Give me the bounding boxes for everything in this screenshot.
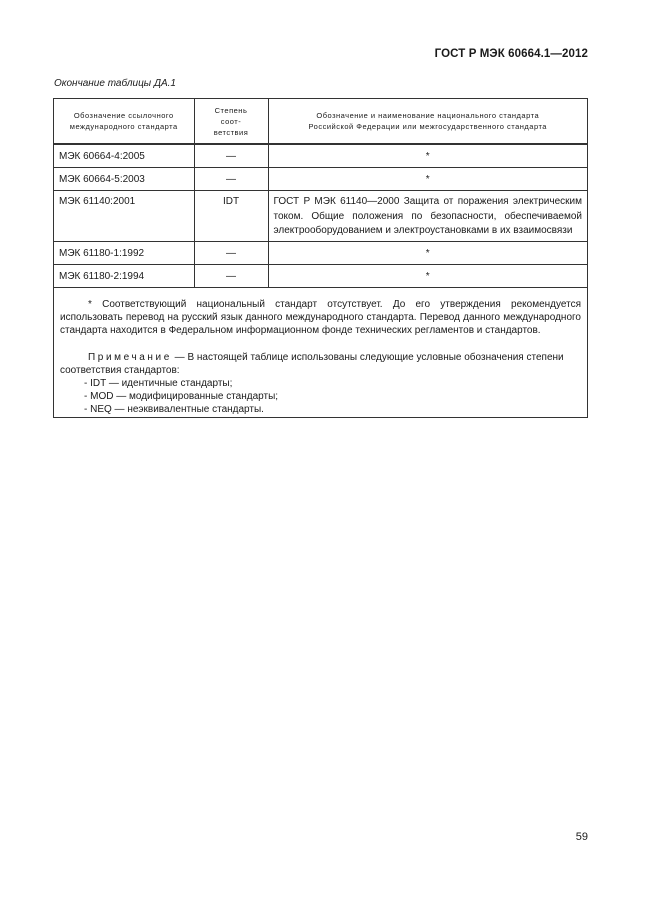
national-cell: *	[268, 144, 587, 168]
standards-table-frame	[53, 98, 588, 418]
degree-cell: IDT	[194, 191, 268, 242]
degree-cell: —	[194, 242, 268, 265]
legend-item: - NEQ — неэквивалентные стандарты.	[84, 404, 264, 415]
table-row	[54, 144, 587, 168]
legend-item: - IDT — идентичные стандарты;	[84, 378, 233, 389]
column-header-degree: Степень соот- ветствия	[194, 99, 268, 144]
table-header-row	[54, 99, 587, 144]
table-notes	[54, 288, 587, 416]
ref-cell: МЭК 61180-1:1992	[54, 242, 194, 265]
legend-item: - MOD — модифицированные стандарты;	[84, 391, 279, 402]
standards-table	[54, 99, 587, 288]
column-header-ref: Обозначение ссылочного международного стандарта	[54, 99, 194, 144]
table-row	[54, 242, 587, 265]
column-header-national: Обозначение и наименование национального стандарта Российской Федерации или межгосударственного стандарта	[268, 99, 587, 144]
remark	[60, 351, 581, 364]
ref-cell: МЭК 61140:2001	[54, 191, 194, 242]
national-cell: *	[268, 168, 587, 191]
page-number: 59	[575, 831, 588, 843]
ref-cell: МЭК 60664-5:2003	[54, 168, 194, 191]
table-caption: Окончание таблицы ДА.1	[54, 78, 176, 89]
remark-text: — В настоящей таблице использованы следующие условные обозначения степени	[171, 352, 564, 363]
footnote: * Соответствующий национальный стандарт отсутствует. До его утверждения рекомендуется использовать перевод на русский язык данного международного стандарта. Перевод данного международного стандарта находится в Федеральном информационном фонде технических регламентов и стандартов.	[60, 299, 581, 336]
table-row	[54, 191, 587, 242]
remark-label: Примечание	[88, 352, 172, 363]
document-id: ГОСТ Р МЭК 60664.1—2012	[434, 48, 588, 60]
degree-cell: —	[194, 265, 268, 288]
national-cell: ГОСТ Р МЭК 61140—2000 Защита от поражения электрическим током. Общие положения по безопасности, обеспечиваемой электрооборудованием и электроустановками в их взаимосвязи	[268, 191, 587, 242]
degree-cell: —	[194, 144, 268, 168]
degree-cell: —	[194, 168, 268, 191]
remark-continuation: соответствия стандартов:	[60, 365, 180, 376]
national-cell: *	[268, 265, 587, 288]
national-cell: *	[268, 242, 587, 265]
ref-cell: МЭК 61180-2:1994	[54, 265, 194, 288]
table-row	[54, 265, 587, 288]
table-row	[54, 168, 587, 191]
ref-cell: МЭК 60664-4:2005	[54, 144, 194, 168]
